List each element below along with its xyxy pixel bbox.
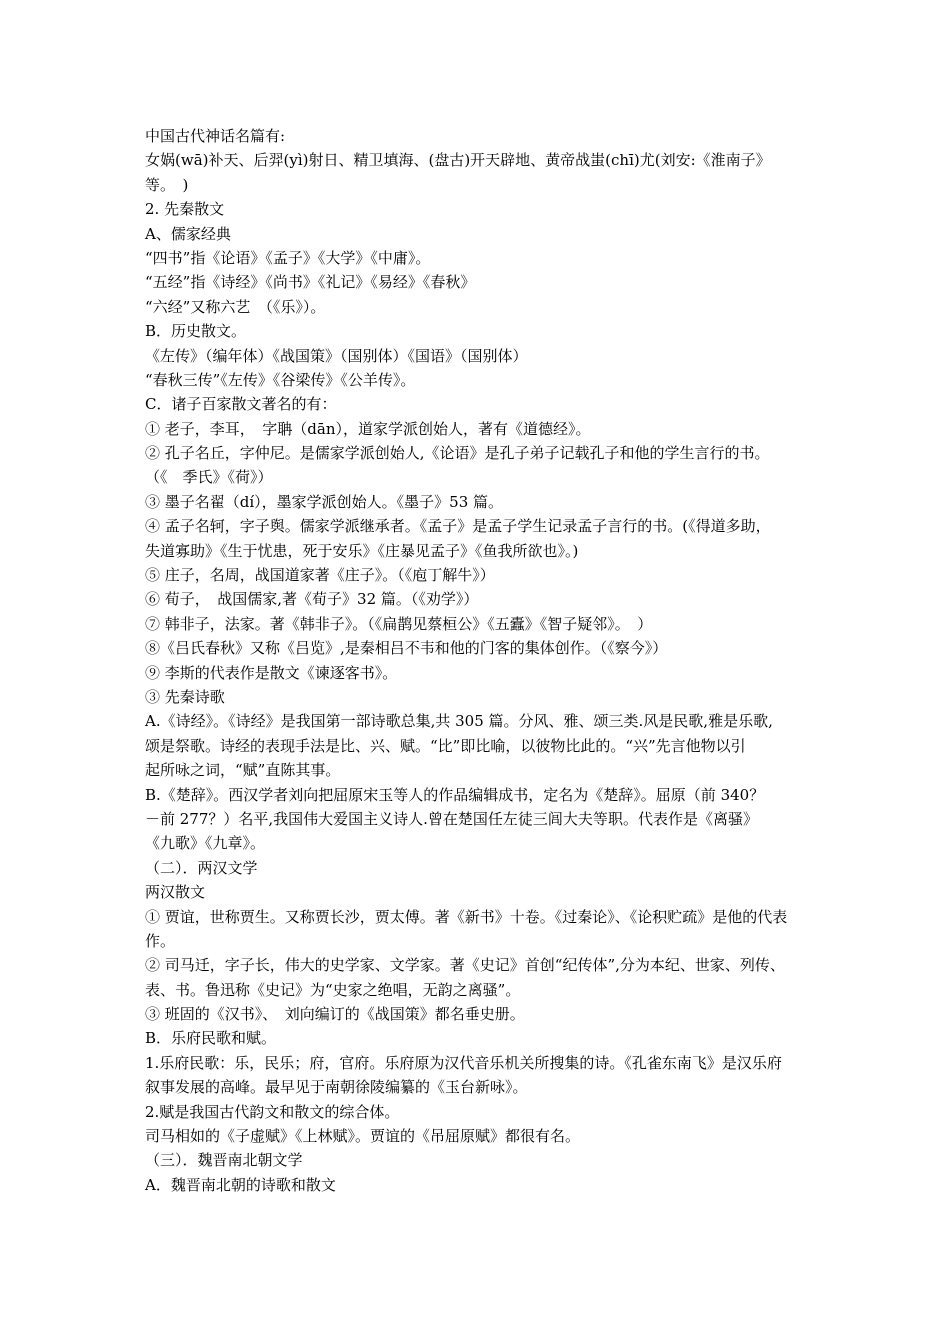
text-line: “六经”又称六艺 （《乐》）。 [145,297,326,316]
text-line: 司马相如的《子虚赋》《上林赋》。贾谊的《吊屈原赋》都很有名。 [145,1127,581,1146]
text-line: 1.乐府民歌：乐，民乐；府，官府。乐府原为汉代音乐机关所搜集的诗。《孔雀东南飞》是汉乐府 [145,1053,782,1072]
text-line: “春秋三传”《左传》《谷梁传》《公羊传》。 [145,370,416,389]
section-heading: （三）．魏晋南北朝文学 [145,1151,303,1170]
list-item: ② 孔子名丘，字仲尼。是儒家学派创始人,《论语》是孔子弟子记载孔子和他的学生言行的书。 [145,444,770,463]
list-item: ⑥ 荀子， 战国儒家,著《荀子》32 篇。（《劝学》） [145,590,479,609]
text-line: 《九歌》《九章》。 [145,834,266,853]
list-item: ⑧《吕氏春秋》又称《吕览》,是秦相吕不韦和他的门客的集体创作。（《察今》） [145,639,668,658]
text-line: 失道寡助》《生于忧患，死于安乐》《庄暴见孟子》《鱼我所欲也》。) [145,541,579,560]
section-heading: ③ 先秦诗歌 [145,687,225,706]
list-item: ⑦ 韩非子，法家。著《韩非子》。（《扁鹊见蔡桓公》《五蠹》《智子疑邻》。 ） [145,614,653,633]
text-line: 2.赋是我国古代韵文和散文的综合体。 [145,1102,400,1121]
text-line: 《左传》（编年体）《战国策》（国别体）《国语》（国别体） [145,346,528,365]
text-line: “四书”指《论语》《孟子》《大学》《中庸》。 [145,248,431,267]
text-line: “五经”指《诗经》《尚书》《礼记》《易经》《春秋》 [145,273,476,292]
list-item: ④ 孟子名轲，字子舆。儒家学派继承者。《孟子》是孟子学生记录孟子言行的书。(《得道多助， [145,517,771,536]
text-line: 等。 ) [145,175,189,194]
document-body [145,124,835,1197]
section-heading: （二）．两汉文学 [145,858,258,877]
text-line: 作。 [145,931,176,950]
text-line: （《 季氏》《荷》） [145,468,273,487]
text-line: 表、书。鲁迅称《史记》为“史家之绝唱，无韵之离骚”。 [145,980,521,999]
text-line: 颂是祭歌。诗经的表现手法是比、兴、赋。“比”即比喻，以彼物比此的。“兴”先言他物以引 [145,736,746,755]
list-item: ① 贾谊，世称贾生。又称贾长沙，贾太傅。著《新书》十卷。《过秦论》、《论积贮疏》是他的代表 [145,907,788,926]
list-item: ③ 墨子名翟（dí），墨家学派创始人。《墨子》53 篇。 [145,492,504,511]
list-item: ① 老子，李耳， 字聃（dān），道家学派创始人，著有《道德经》。 [145,419,591,438]
list-item: ⑨ 李斯的代表作是散文《谏逐客书》。 [145,663,398,682]
text-line: －前 277？）名平,我国伟大爱国主义诗人.曾在楚国任左徒三闾大夫等职。代表作是《离骚》 [145,809,758,828]
list-item: ② 司马迁，字子长，伟大的史学家、文学家。著《史记》首创“纪传体”,分为本纪、世家、列传、 [145,956,785,975]
section-heading: 2. 先秦散文 [145,200,225,219]
subsection-heading: C．诸子百家散文著名的有： [145,395,337,414]
subsection-heading: A．魏晋南北朝的诗歌和散文 [145,1175,336,1194]
text-line: 叙事发展的高峰。最早见于南朝徐陵编纂的《玉台新咏》。 [145,1078,528,1097]
text-line: 女娲(wā)补天、后羿(yì)射日、精卫填海、(盘古)开天辟地、黄帝战蚩(chī)尤(刘安:《淮南子》 [145,151,771,170]
subsection-heading: A、儒家经典 [145,224,231,243]
list-item: ③ 班固的《汉书》、 刘向编订的《战国策》都名垂史册。 [145,1005,525,1024]
list-item: ⑤ 庄子，名周，战国道家著《庄子》。（《庖丁解牛》） [145,566,495,585]
text-line: B.《楚辞》。西汉学者刘向把屈原宋玉等人的作品编辑成书，定名为《楚辞》。屈原（前 340？ [145,785,765,804]
text-line: 中国古代神话名篇有: [145,127,286,145]
text-line: A.《诗经》。《诗经》是我国第一部诗歌总集,共 305 篇。分风、雅、颂三类.风是民歌,雅是乐歌, [145,712,773,731]
subsection-heading: B．历史散文。 [145,322,247,341]
text-line: 起所咏之词，“赋”直陈其事。 [145,761,341,780]
subsection-heading: B．乐府民歌和赋。 [145,1029,277,1048]
subsection-heading: 两汉散文 [145,883,206,902]
